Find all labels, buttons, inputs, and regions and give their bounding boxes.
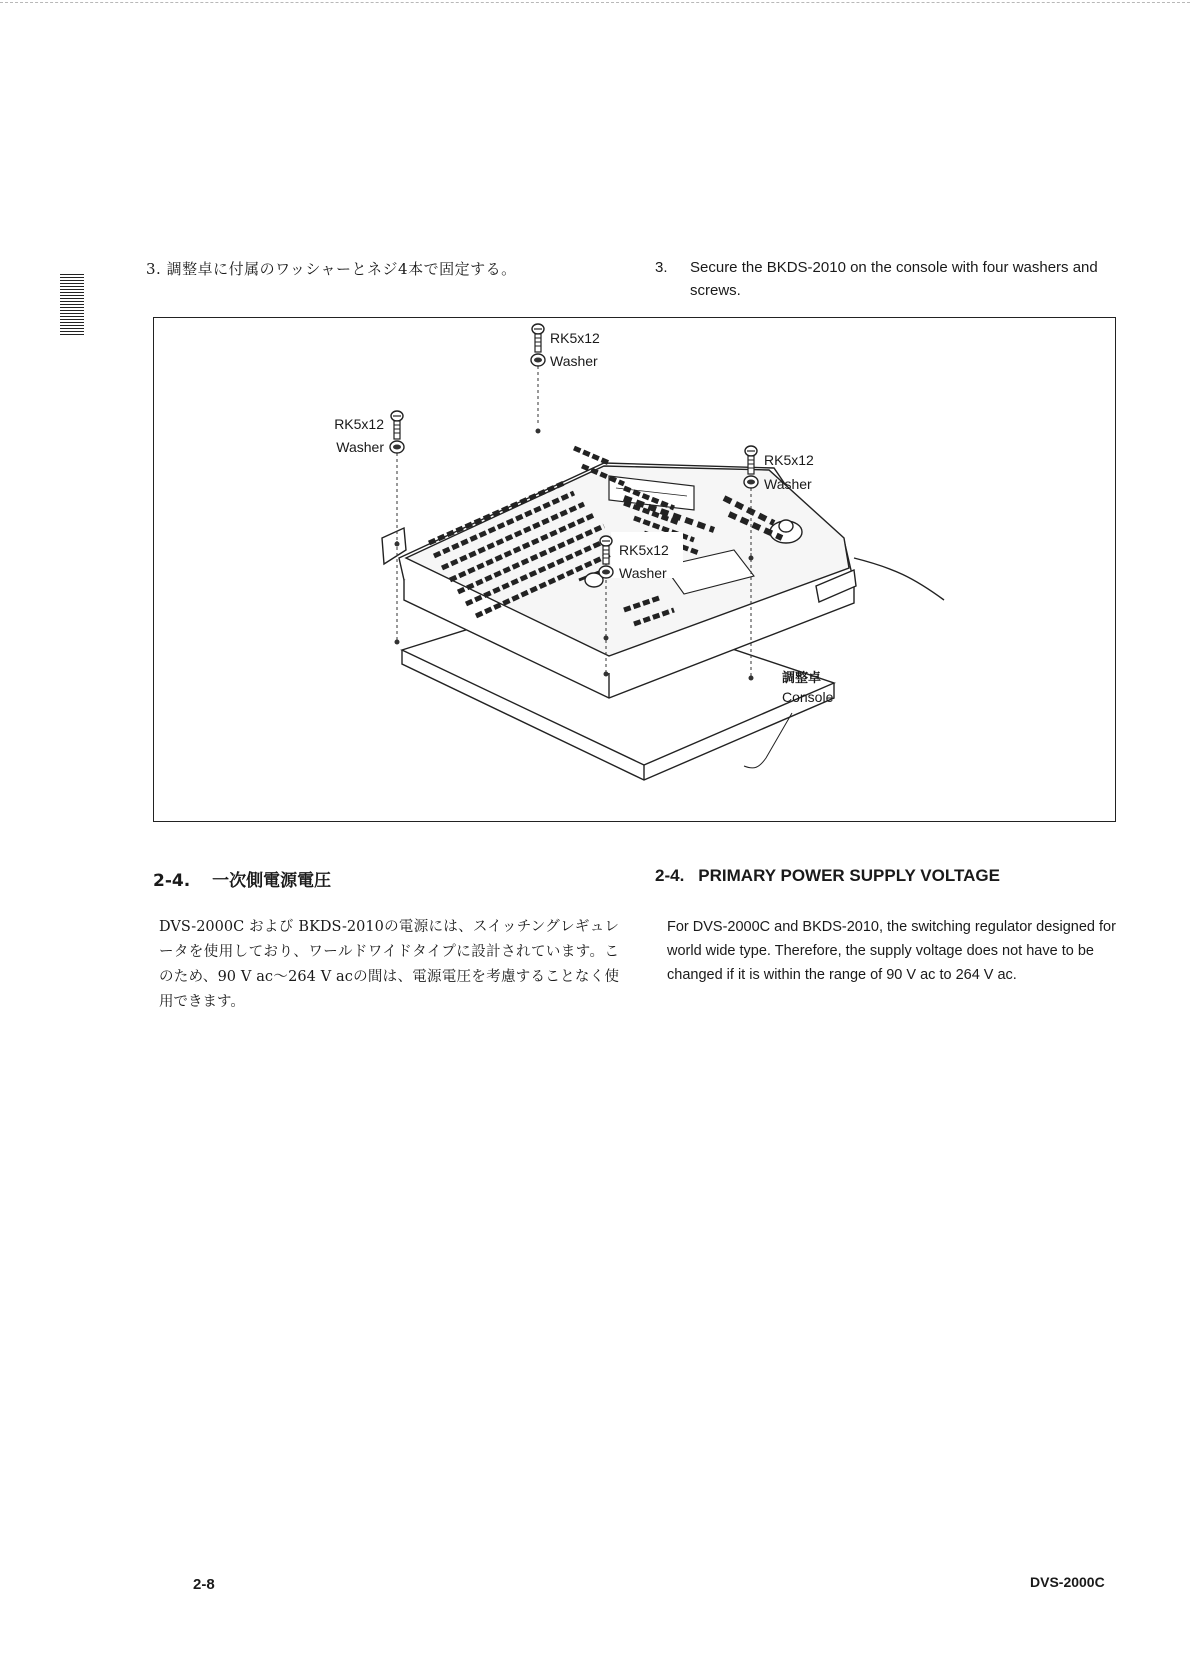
screw-label-left: RK5x12: [334, 416, 384, 432]
washer-label-left: Washer: [336, 439, 384, 455]
scan-edge-line: [0, 2, 1190, 3]
section-body-en: For DVS-2000C and BKDS-2010, the switching regulator designed for world wide type. Therefore, the supply voltage does not have to be changed if it is within the range of 90 V ac to 264 V ac.: [667, 919, 1116, 983]
step-3-jp: 3. 調整卓に付属のワッシャーとネジ4本で固定する。: [146, 260, 517, 278]
chapter-thumb-tab: [60, 274, 84, 336]
screw-label-right: RK5x12: [764, 452, 814, 468]
screw-top-center: [531, 324, 545, 366]
washer-label-top: Washer: [550, 353, 598, 369]
section-title-en: PRIMARY POWER SUPPLY VOLTAGE: [698, 866, 1000, 885]
section-title-jp: 一次側電源電圧: [212, 871, 332, 891]
page-number: 2-8: [193, 1576, 215, 1593]
console-mounting-illustration: [154, 318, 1114, 820]
section-number-en: 2-4.: [655, 866, 685, 885]
washer-label-right: Washer: [764, 476, 812, 492]
step-3-en: [655, 256, 1125, 302]
screw-label-top: RK5x12: [550, 330, 600, 346]
model-name: DVS-2000C: [1030, 1574, 1105, 1590]
step-text: Secure the BKDS-2010 on the console with four washers and screws.: [690, 259, 1098, 299]
step-number: 3.: [655, 259, 668, 276]
washer-label-front: Washer: [619, 565, 667, 581]
section-heading-en: [655, 866, 1000, 886]
console-label-en: Console: [782, 689, 834, 705]
section-number-jp: 2-4.: [153, 871, 191, 891]
screw-left: [390, 411, 404, 453]
installation-figure: [153, 317, 1116, 822]
section-heading-jp: [153, 866, 331, 891]
section-body-jp: DVS-2000C および BKDS-2010の電源には、スイッチングレギュレータを使用しており、ワールドワイドタイプに設計されています。このため、90 V ac～264 V acの間は、電源電圧を考慮することなく使用できます。: [159, 919, 619, 1010]
screw-label-front: RK5x12: [619, 542, 669, 558]
console-leader-line: [744, 713, 792, 768]
console-label-jp: 調整卓: [782, 670, 822, 685]
